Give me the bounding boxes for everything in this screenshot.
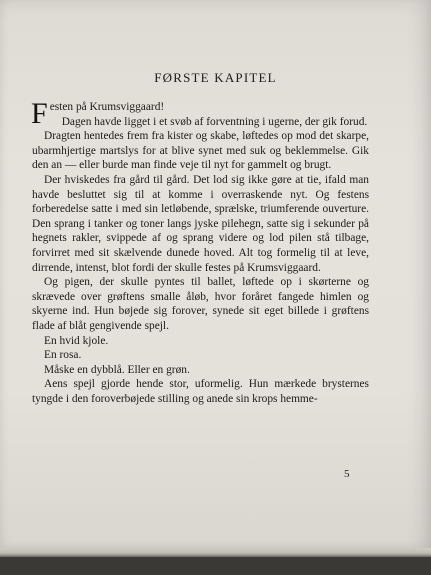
paragraph: Aens spejl gjorde hende stor, uformelig. Hun mærkede brysternes tyngde i den foroverbøjede stilling og anede sin krops hemme-: [32, 378, 369, 405]
paragraph: En hvid kjole.: [44, 334, 109, 347]
paragraph: Dragten hentedes frem fra kister og skabe, løftedes op mod det skarpe, ubarmhjertige martslys for at blive synet med suk og beklemmelse. Gik den an — eller burde man finde veje til nyt for gammelt og brugt.: [32, 130, 369, 172]
paragraph: Der hviskedes fra gård til gård. Det lod sig ikke gøre at tie, ifald man havde besluttet sig til at komme i overraskende nyt. Og festens forberedelse satte i med sin letløbende, sprælske, triumferende ouverture. Den sprang i tanker og toner langs jyske pilehegn, satte sig i sekunder på hegnets rakler, svippede af og sprang videre og lod pilen stå tilbage, forvirret med sit skælvende dunede hoved. Alt tog formelig til at leve, dirrende, intenst, blot fordi der skulle festes på Krumsviggaard.: [32, 173, 369, 274]
drop-cap: F: [31, 97, 48, 130]
page-number: 5: [344, 468, 350, 480]
paragraph-text: esten på Krumsviggaard!: [49, 101, 165, 113]
paragraph: Måske en dybblå. Eller en grøn.: [44, 363, 190, 376]
page-edge: [0, 548, 431, 557]
paragraph: Dagen havde ligget i et svøb af forventning i ugerne, der gik forud.: [61, 115, 368, 128]
body-text: [31, 97, 369, 406]
paragraph: En rosa.: [44, 349, 82, 362]
chapter-title: FØRSTE KAPITEL: [154, 70, 277, 85]
paragraph: Og pigen, der skulle pyntes til ballet, løftede op i skørterne og skrævede over grøftens smalle åløb, hvor foråret fangede himlen og skyerne ind. Hun bøjede sig forover, synede sit eget billede i grøftens flade af blåt gengivende spejl.: [32, 276, 369, 332]
